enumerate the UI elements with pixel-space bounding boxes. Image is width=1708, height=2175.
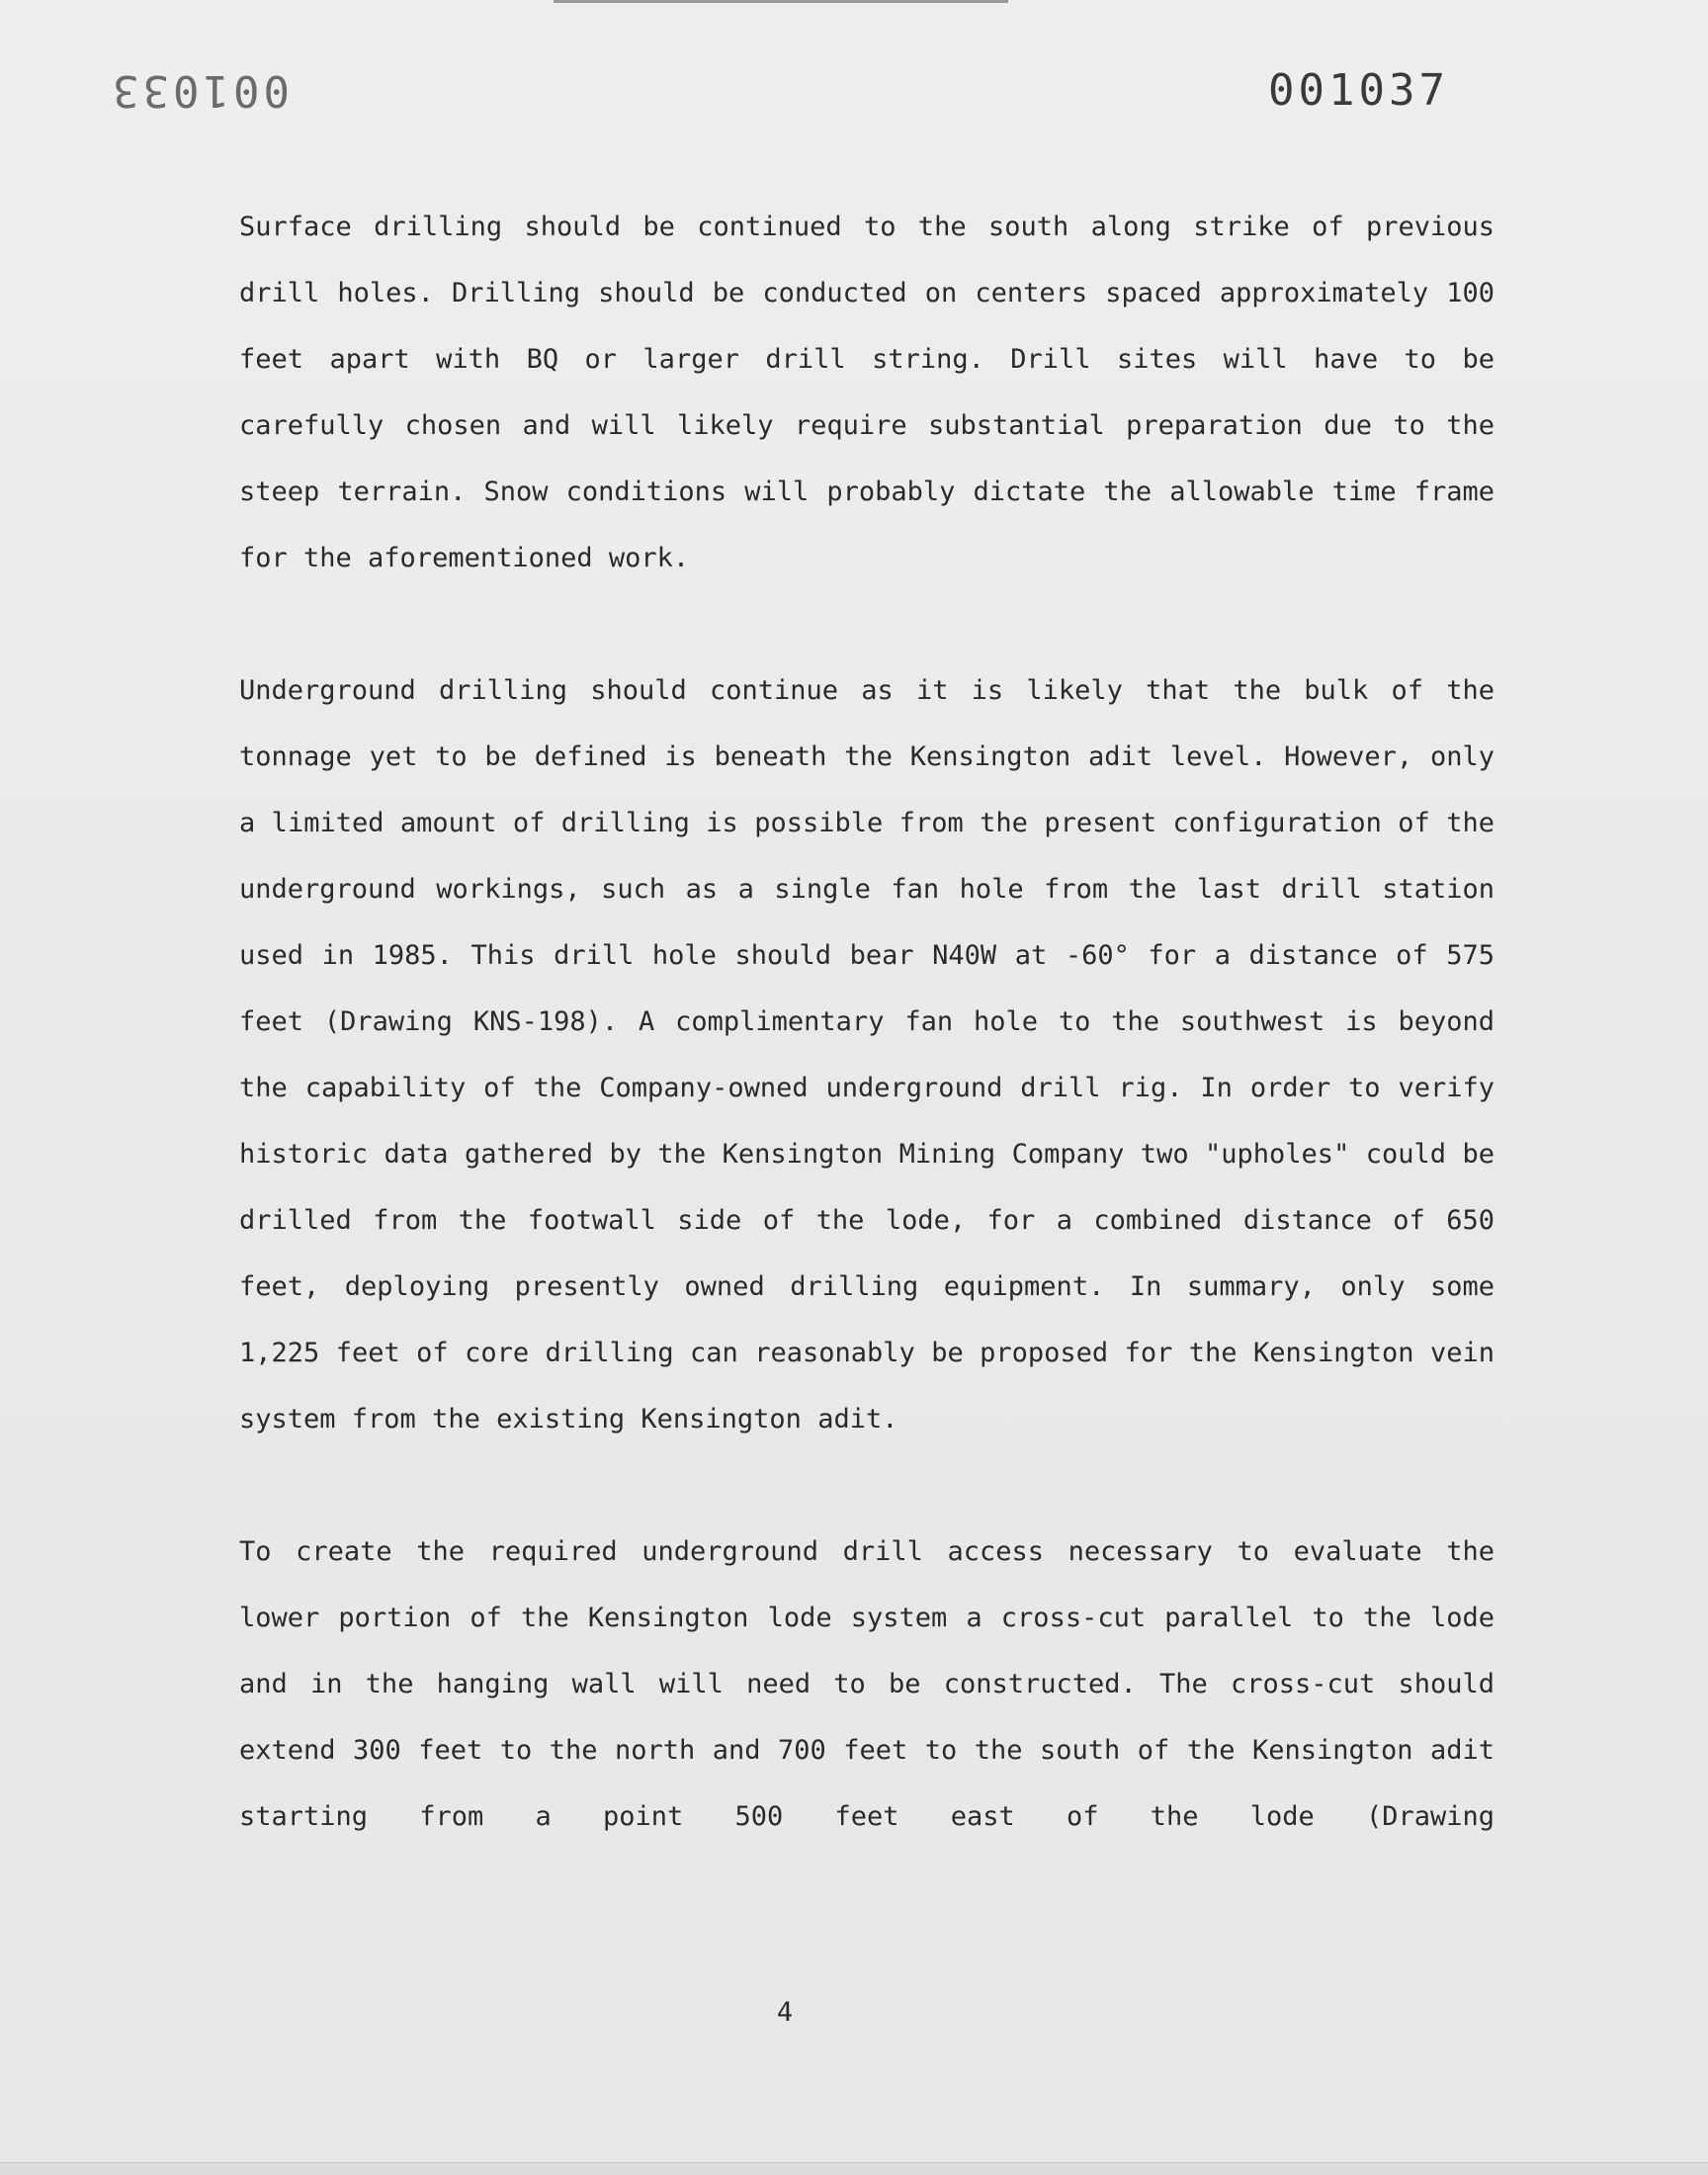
page-number: 4	[776, 1997, 794, 2028]
paragraph-surface-drilling: Surface drilling should be continued to the south along strike of previous drill holes. Drilling should be conducted on centers spaced approximately 100 feet apart with BQ or larger drill string. Drill sites will have to be carefully chosen and will likely require substantial preparation due to the steep terrain. Snow conditions will probably dictate the allowable time frame for the aforementioned work.	[239, 212, 1494, 573]
page-bottom-edge	[0, 2162, 1708, 2175]
document-body	[239, 194, 1494, 1850]
paragraph-underground-drilling: Underground drilling should continue as it is likely that the bulk of the tonnage yet to be defined is beneath the Kensington adit level. However, only a limited amount of drilling is possible from the present configuration of the underground workings, such as a single fan hole from the last drill station used in 1985. This drill hole should bear N40W at -60° for a distance of 575 feet (Drawing KNS-198). A complimentary fan hole to the southwest is beyond the capability of the Company-owned underground drill rig. In order to verify historic data gathered by the Kensington Mining Company two "upholes" could be drilled from the footwall side of the lode, for a combined distance of 650 feet, deploying presently owned drilling equipment. In summary, only some 1,225 feet of core drilling can reasonably be proposed for the Kensington vein system from the existing Kensington adit.	[239, 675, 1494, 1435]
bates-stamp-mirrored: 001033	[109, 65, 290, 116]
bates-stamp: 001037	[1268, 65, 1449, 116]
paragraph-cross-cut: To create the required underground drill access necessary to evaluate the lower portion of the Kensington lode system a cross-cut parallel to the lode and in the hanging wall will need to be constructed. The cross-cut should extend 300 feet to the north and 700 feet to the south of the Kensington adit starting from a point 500 feet east of the lode (Drawing	[239, 1536, 1494, 1832]
page-top-edge	[554, 0, 1008, 3]
